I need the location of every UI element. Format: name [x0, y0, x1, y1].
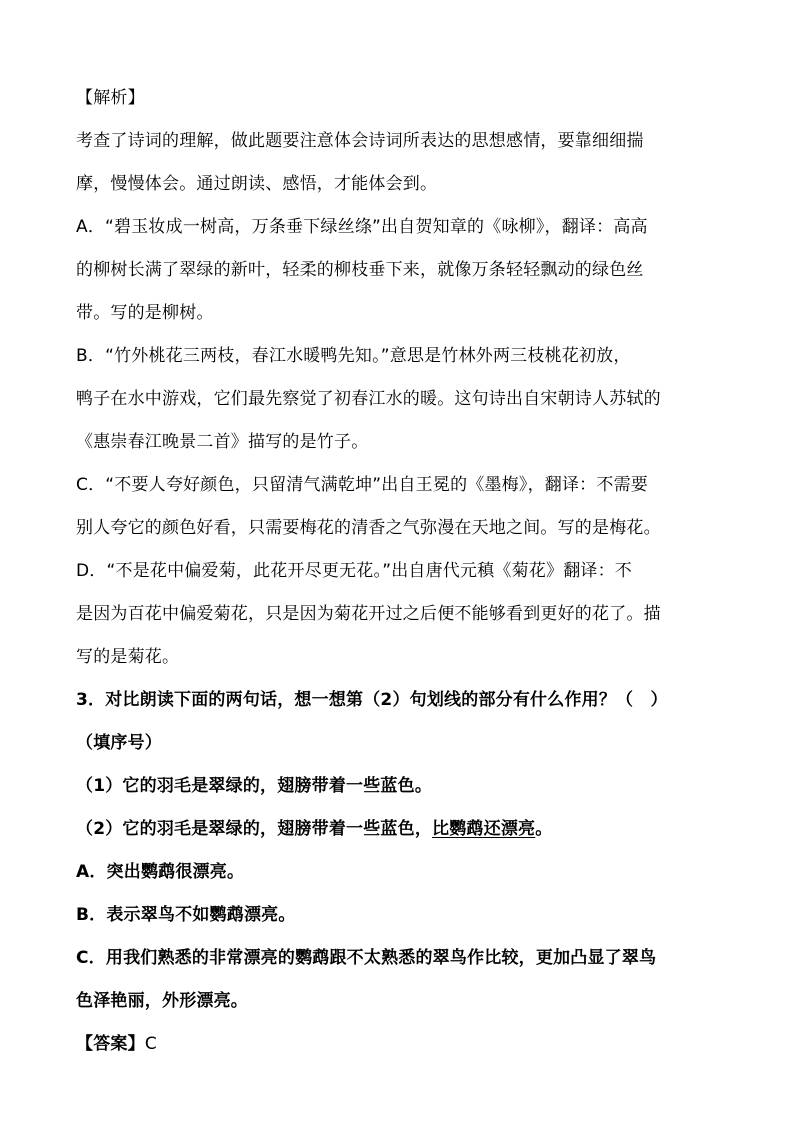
option-b-line-2: 鸭子在水中游戏，它们最先察觉了初春江水的暖。这句诗出自宋朝诗人苏轼的 [76, 389, 661, 409]
question-3-sentence-1: （1）它的羽毛是翠绿的，翅膀带着一些蓝色。 [76, 776, 433, 796]
option-c-line-2: 别人夸它的颜色好看，只需要梅花的清香之气弥漫在天地之间。写的是梅花。 [76, 518, 661, 538]
sentence-2-prefix: （2）它的羽毛是翠绿的，翅膀带着一些蓝色， [76, 819, 433, 839]
analysis-intro-line-1: 考查了诗词的理解，做此题要注意体会诗词所表达的思想感情，要靠细细揣 [76, 131, 644, 151]
choice-a: A．突出鹦鹉很漂亮。 [76, 862, 245, 882]
option-c-line-1: C．“不要人夸好颜色，只留清气满乾坤”出自王冕的《墨梅》，翻译：不需要 [76, 475, 648, 495]
option-a-line-2: 的柳树长满了翠绿的新叶，轻柔的柳枝垂下来，就像万条轻轻飘动的绿色丝 [76, 260, 644, 280]
analysis-intro-line-2: 摩，慢慢体会。通过朗读、感悟，才能体会到。 [76, 174, 438, 194]
option-d-line-2: 是因为百花中偏爱菊花，只是因为菊花开过之后便不能够看到更好的花了。描 [76, 604, 661, 624]
option-d-line-3: 写的是菊花。 [76, 647, 180, 667]
answer [76, 1033, 157, 1055]
choice-c-line-1: C．用我们熟悉的非常漂亮的鹦鹉跟不太熟悉的翠鸟作比较，更加凸显了翠鸟 [76, 948, 657, 968]
option-a-line-1: A．“碧玉妆成一树高，万条垂下绿丝绦”出自贺知章的《咏柳》，翻译：高高 [76, 217, 648, 237]
question-3-stem-line-2: （填序号） [76, 733, 162, 753]
answer-label: 【答案】 [76, 1034, 145, 1054]
choice-b: B．表示翠鸟不如鹦鹉漂亮。 [76, 905, 296, 925]
choice-c-line-2: 色泽艳丽，外形漂亮。 [76, 991, 248, 1011]
option-a-line-3: 带。写的是柳树。 [76, 303, 214, 323]
analysis-heading: 【解析】 [76, 88, 145, 108]
option-b-line-3: 《惠崇春江晚景二首》描写的是竹子。 [76, 432, 369, 452]
answer-value: C [144, 1034, 157, 1054]
option-b-line-1: B．“竹外桃花三两枝，春江水暖鸭先知。”意思是竹林外两三枝桃花初放， [76, 346, 631, 366]
question-3-sentence-2 [76, 818, 552, 840]
sentence-2-suffix: 。 [535, 819, 553, 839]
sentence-2-underlined-phrase: 比鹦鹉还漂亮 [432, 819, 536, 839]
question-3-stem-line-1: 3．对比朗读下面的两句话，想一想第（2）句划线的部分有什么作用？（ ） [76, 690, 668, 710]
option-d-line-1: D．“不是花中偏爱菊，此花开尽更无花。”出自唐代元稹《菊花》翻译：不 [76, 561, 633, 581]
